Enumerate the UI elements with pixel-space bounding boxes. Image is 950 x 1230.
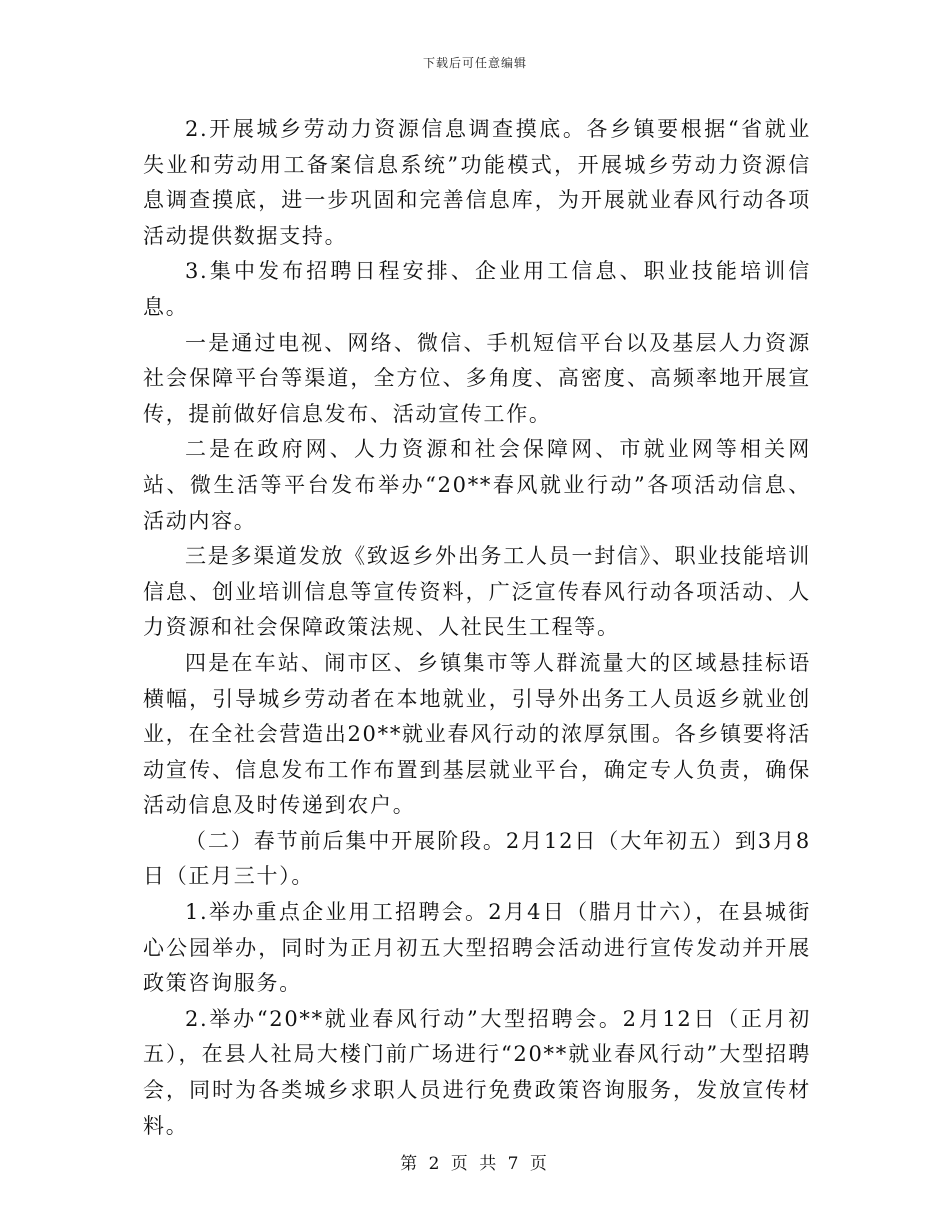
paragraph: 1.举办重点企业用工招聘会。2月4日（腊月廿六），在县城街心公园举办，同时为正月初五大型招聘会活动进行宣传发动并开展政策咨询服务。 (143, 900, 811, 996)
paragraph: 2.开展城乡劳动力资源信息调查摸底。各乡镇要根据“省就业失业和劳动用工备案信息系统”功能模式，开展城乡劳动力资源信息调查摸底，进一步巩固和完善信息库，为开展就业春风行动各项活动提供数据支持。 (143, 117, 811, 248)
page-number-footer: 第 2 页 共 7 页 (400, 1154, 550, 1174)
body-text (143, 112, 811, 1144)
paragraph: 四是在车站、闹市区、乡镇集市等人群流量大的区域悬挂标语横幅，引导城乡劳动者在本地就业，引导外出务工人员返乡就业创业，在全社会营造出20**就业春风行动的浓厚氛围。各乡镇要将活动宣传、信息发布工作布置到基层就业平台，确定专人负责，确保活动信息及时传递到农户。 (143, 650, 811, 818)
paragraph: 一是通过电视、网络、微信、手机短信平台以及基层人力资源社会保障平台等渠道，全方位、多角度、高密度、高频率地开展宣传，提前做好信息发布、活动宣传工作。 (143, 330, 811, 426)
paragraph: 2.举办“20**就业春风行动”大型招聘会。2月12日（正月初五），在县人社局大楼门前广场进行“20**就业春风行动”大型招聘会，同时为各类城乡求职人员进行免费政策咨询服务，发放宣传材料。 (143, 1006, 811, 1138)
paragraph: 三是多渠道发放《致返乡外出务工人员一封信》、职业技能培训信息、创业培训信息等宣传资料，广泛宣传春风行动各项活动、人力资源和社会保障政策法规、人社民生工程等。 (143, 544, 811, 640)
paragraph: 3.集中发布招聘日程安排、企业用工信息、职业技能培训信息。 (143, 259, 811, 319)
header-note: 下载后可任意编辑 (422, 56, 527, 70)
paragraph: 二是在政府网、人力资源和社会保障网、市就业网等相关网站、微生活等平台发布举办“20**春风就业行动”各项活动信息、活动内容。 (143, 437, 811, 533)
paragraph: （二）春节前后集中开展阶段。2月12日（大年初五）到3月8日（正月三十）。 (143, 828, 811, 889)
